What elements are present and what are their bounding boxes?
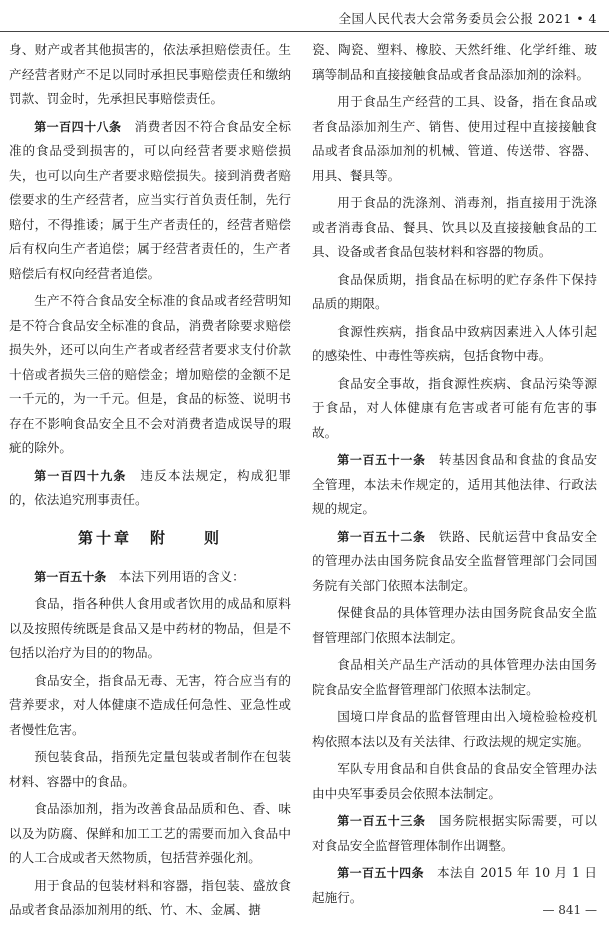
- definition-safety-accident: 食品安全事故，指食源性疾病、食品污染等源于食品，对人体健康有危害或者可能有危害的事故。: [312, 375, 597, 440]
- article-152: [312, 525, 597, 599]
- definition-food-safety: 食品安全，指食品无毒、无害，符合应当有的营养要求，对人体健康不造成任何急性、亚急性或者慢性危害。: [9, 672, 291, 737]
- chapter-heading: 第十章 附 则: [77, 528, 222, 547]
- page-header: [0, 0, 609, 34]
- page-number: — 841 —: [542, 903, 597, 917]
- article-number: 第一百五十三条: [337, 814, 426, 828]
- article-number: 第一百五十二条: [337, 529, 426, 544]
- article-number: 第一百五十四条: [337, 866, 424, 880]
- article-text: 国务院根据实际需要，可以对食品安全监督管理体制作出调整。: [312, 813, 597, 853]
- article-number: 第一百五十条: [34, 569, 107, 584]
- paragraph-continued: 身、财产或者其他损害的，依法承担赔偿责任。生产经营者财产不足以同时承担民事赔偿责任和缴纳罚款、罚金时，先承担民事赔偿责任。: [9, 42, 291, 106]
- article-152-paragraph-4: 国境口岸食品的监督管理由出入境检验检疫机构依照本法以及有关法律、行政法规的规定实施。: [312, 709, 597, 749]
- definition-food-additive: 食品添加剂，指为改善食品品质和色、香、味以及为防腐、保鲜和加工工艺的需要而加入食品中的人工合成或者天然物质，包括营养强化剂。: [9, 801, 291, 865]
- article-text: 消费者因不符合食品安全标准的食品受到损害的，可以向经营者要求赔偿损失，也可以向生产者要求赔偿损失。接到消费者赔偿要求的生产经营者，应当实行首负责任制，先行赔付，不得推诿；属于生产者责任的，经营者赔偿后有权向生产者追偿；属于经营者责任的，生产者赔偿后有权向经营者追偿。: [9, 118, 291, 281]
- article-148: [9, 115, 291, 287]
- definition-tools: 用于食品生产经营的工具、设备，指在食品或者食品添加剂生产、销售、使用过程中直接接触食品或者食品添加剂的机械、管道、传送带、容器、用具、餐具等。: [312, 94, 597, 183]
- article-number: 第一百四十九条: [34, 468, 127, 483]
- article-153: [312, 809, 597, 858]
- header-divider: [0, 31, 609, 32]
- article-152-paragraph-5: 军队专用食品和自供食品的食品安全管理办法由中央军事委员会依照本法制定。: [312, 761, 597, 801]
- definition-food: 食品，指各种供人食用或者饮用的成品和原料以及按照传统既是食品又是中药材的物品，但是不包括以治疗为目的的物品。: [9, 596, 291, 660]
- article-text: 铁路、民航运营中食品安全的管理办法由国务院食品安全监督管理部门会同国务院有关部门依照本法制定。: [312, 528, 597, 593]
- right-column: [312, 38, 597, 913]
- article-text: 本法下列用语的含义：: [106, 568, 245, 584]
- definition-packaging-continued: 瓷、陶瓷、塑料、橡胶、天然纤维、化学纤维、玻璃等制品和直接接触食品或者食品添加剂的涂料。: [312, 42, 597, 82]
- definition-prepackaged-food: 预包装食品，指预先定量包装或者制作在包装材料、容器中的食品。: [9, 749, 291, 789]
- gazette-title: 全国人民代表大会常务委员会公报 2021 • 4: [338, 11, 597, 26]
- article-149: [9, 464, 291, 513]
- article-148-paragraph-2: 生产不符合食品安全标准的食品或者经营明知是不符合食品安全标准的食品，消费者除要求赔偿损失外，还可以向生产者或者经营者要求支付价款十倍或者损失三倍的赔偿金；增加赔偿的金额不足一千元的，为一千元。但是，食品的标签、说明书存在不影响食品安全且不会对消费者造成误导的瑕疵的除外。: [9, 293, 291, 455]
- article-text: 转基因食品和食盐的食品安全管理，本法未作规定的，适用其他法律、行政法规的规定。: [312, 452, 597, 516]
- article-text: 违反本法规定，构成犯罪的，依法追究刑事责任。: [9, 467, 291, 507]
- article-151: [312, 448, 597, 522]
- definition-foodborne-disease: 食源性疾病，指食品中致病因素进入人体引起的感染性、中毒性等疾病，包括食物中毒。: [312, 323, 597, 363]
- article-number: 第一百四十八条: [34, 119, 122, 134]
- article-text: 本法自 2015 年 10 月 1 日起施行。: [312, 865, 597, 905]
- definition-packaging-start: 用于食品的包装材料和容器，指包装、盛放食品或者食品添加剂用的纸、竹、木、金属、搪: [9, 877, 291, 917]
- article-150: [9, 565, 291, 590]
- article-152-paragraph-3: 食品相关产品生产活动的具体管理办法由国务院食品安全监督管理部门依照本法制定。: [312, 657, 597, 697]
- article-number: 第一百五十一条: [337, 453, 426, 467]
- left-column: [9, 38, 291, 926]
- definition-shelf-life: 食品保质期，指食品在标明的贮存条件下保持品质的期限。: [312, 271, 597, 311]
- article-152-paragraph-2: 保健食品的具体管理办法由国务院食品安全监督管理部门依照本法制定。: [312, 605, 597, 645]
- definition-detergent: 用于食品的洗涤剂、消毒剂，指直接用于洗涤或者消毒食品、餐具、饮具以及直接接触食品的工具、设备或者食品包装材料和容器的物质。: [312, 195, 597, 259]
